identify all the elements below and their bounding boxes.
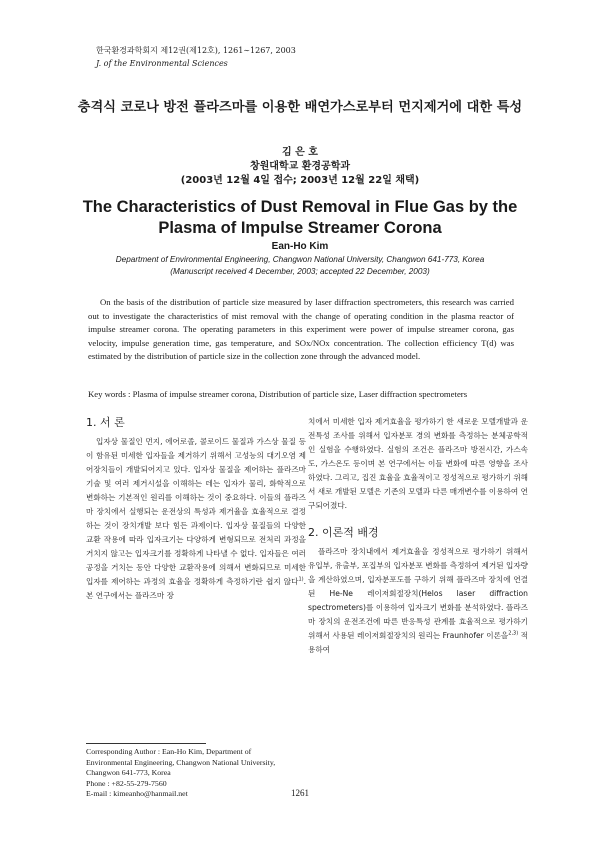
affiliation-block-english xyxy=(0,254,600,278)
footnote-email: E-mail : kimeanho@hanmail.net xyxy=(86,789,188,798)
title-english: The Characteristics of Dust Removal in Flue Gas by the Plasma of Impulse Streamer Corona xyxy=(82,198,518,237)
journal-citation: 한국환경과학회지 제12권(제12호), 1261∼1267, 2003 xyxy=(96,46,296,55)
author-name-korean: 김 은 호 xyxy=(282,147,318,158)
section-2-paragraph xyxy=(308,545,528,657)
page-number: 1261 xyxy=(291,788,309,798)
keywords: Key words : Plasma of impulse streamer corona, Distribution of particle size, Laser diffraction spectrometers xyxy=(88,389,468,399)
citation-2-3: 2,3) xyxy=(508,630,519,637)
column-right xyxy=(308,415,528,657)
affiliation-korean: 창원대학교 환경공학과 xyxy=(249,161,351,172)
author-name-english: Ean-Ho Kim xyxy=(271,241,329,252)
section-2-heading: 2. 이론적 배경 xyxy=(308,526,379,539)
section-1-text-cont: . 본 연구에서는 플라즈마 장 xyxy=(86,577,306,600)
dates-english: (Manuscript received 4 December, 2003; accepted 22 December, 2003) xyxy=(170,267,430,276)
section-1-paragraph-1 xyxy=(86,435,306,603)
column-left xyxy=(86,415,306,603)
affiliation-english: Department of Environmental Engineering, Changwon National University, Changwon 641-773, Korea xyxy=(115,255,485,264)
footnote-author: Corresponding Author : Ean-Ho Kim, Department of Environmental Engineering, Changwon National University, Changwon 641-773, Korea xyxy=(86,747,276,777)
section-2-text: 플라즈마 장치내에서 제거효율을 정성적으로 평가하기 위해서 유입부, 유출부, 포집부의 입자분포 변화를 측정하여 제거된 입자량을 계산하였으며, 입자분포도를 구하기 위해 플라즈마 장치에 연결된 He-Ne 레이저회절장치(Helos laser diffraction spectrometers)를 이용하여 입자크기 변화를 분석하였다. 플라즈마 장치의 운전조건에 따른 반응특성 관계를 효율적으로 평가하기 위해서 사용된 레이저회절장치의 원리는 Fraunhofer 이론을 xyxy=(308,547,528,640)
journal-header xyxy=(96,44,296,70)
dates-korean: (2003년 12월 4일 접수; 2003년 12월 22일 채택) xyxy=(180,175,420,186)
section-1-heading: 1. 서 론 xyxy=(86,416,125,429)
author-block-korean xyxy=(0,146,600,188)
journal-name-en: J. of the Environmental Sciences xyxy=(96,59,228,68)
section-1-text: 입자상 물질인 먼지, 에어로졸, 콜로이드 물질과 가스상 물질 등이 함유된 미세한 입자들을 제거하기 위해서 고성능의 대기오염 제어장치들이 개발되어지고 있다. 입자상 물질을 제어하는 플라즈마 기술 및 여러 제거시설을 이해하는 데는 입자가 물리, 화학적으로 변화하는 기본적인 원리를 이해하는 것이 중요하다. 이들의 플라즈마 장치에서 실행되는 운전상의 특성과 제거율을 효율적으로 결정하는 것이 장치개발 보다 힘든 과제이다. 입자상 물질들의 다양한 교환 작용에 따라 입자크기는 다양하게 변형되므로 전처리 과정을 거치지 않고는 입자크기를 정확하게 나타낼 수 없다. 입자들은 여러 공정을 거치는 동안 다양한 교환작용에 의해서 변화되므로 미세한 입자를 제어하는 과정의 효율을 정확하게 측정하기란 쉽지 않다 xyxy=(86,437,306,586)
footnote-rule xyxy=(86,743,206,744)
footnote-phone: Phone : +82-55-279-7560 xyxy=(86,778,167,788)
citation-1: 1) xyxy=(298,576,304,583)
section-2-text-cont: 적용하여 xyxy=(308,631,529,654)
section-1-paragraph-2: 치에서 미세한 입자 제거효율을 평가하기 한 새로운 모델개발과 운전특성 조사를 위해서 입자분포 경의 변화를 측정하는 분체공학적인 실험을 수행하였다. 실험의 조건은 플라즈마 방전시간, 가스속도, 가스온도 등이며 본 연구에서는 이들 변화에 따른 영향을 조사하였다. 그리고, 집진 효율을 효율적이고 정성적으로 평가하기 위해서 새로 개발된 모델은 기존의 모델과 다른 매개변수를 이용하여 연구되어졌다. xyxy=(308,417,528,510)
title-korean: 충격식 코로나 방전 플라즈마를 이용한 배연가스로부터 먼지제거에 대한 특성 xyxy=(77,100,523,115)
abstract: On the basis of the distribution of particle size measured by laser diffraction spectrometers, this research was carried out to investigate the characteristics of mist removal with the change of operating condition in the plasma reactor of impulse streamer corona. The operating parameters in this experiment were power of impulse streamer corona, gas velocity, impulse generation time, gas temperature, and SOx/NOx concentration. The collection efficiency T(d) was estimated by the distribution of particle size in the collection zone through the advanced model. xyxy=(88,297,514,361)
